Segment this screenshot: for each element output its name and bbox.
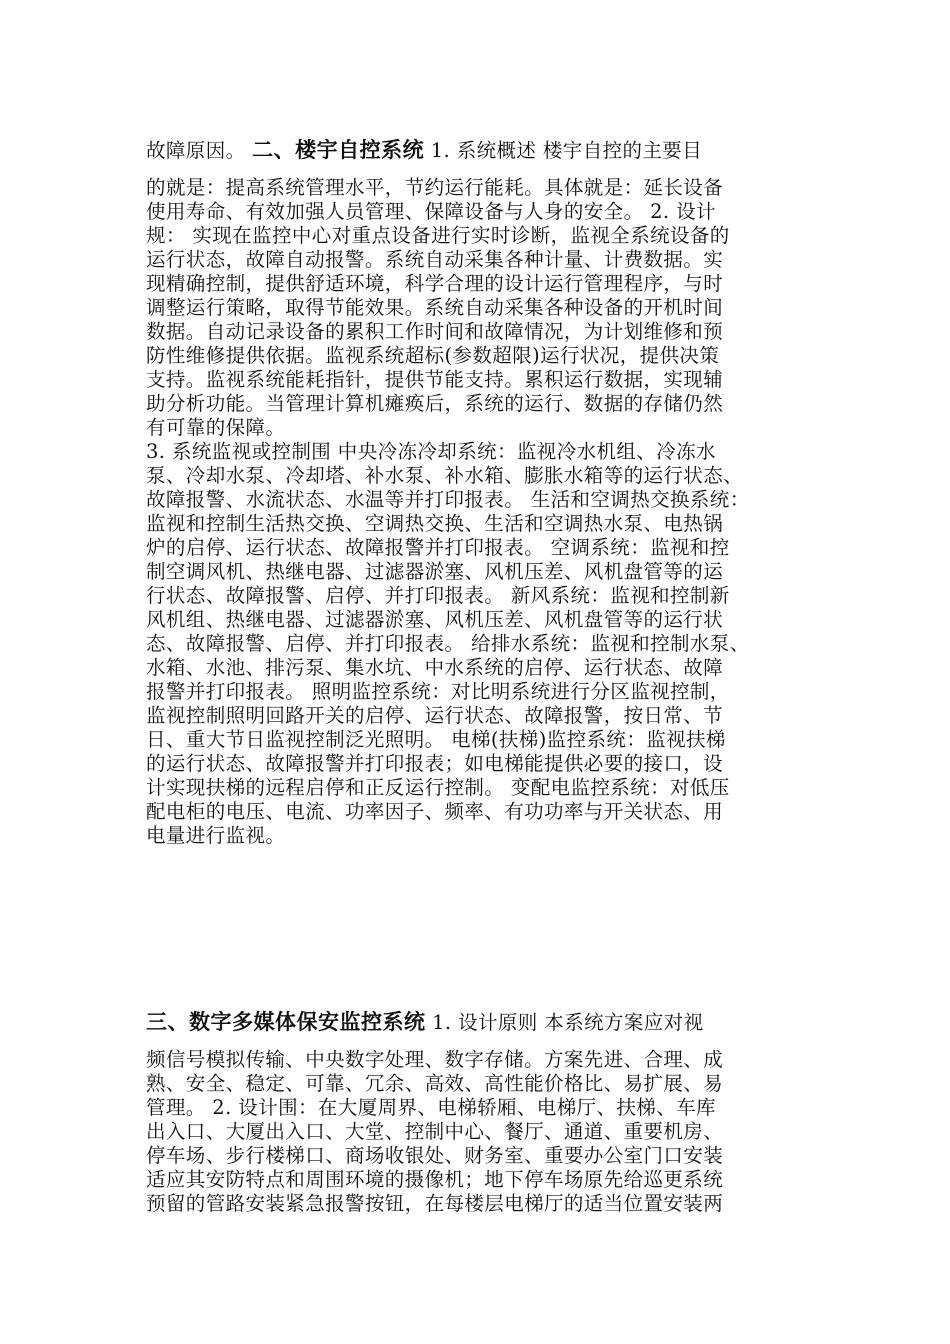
text-line: 态、故障报警、启停、并打印报表。 给排水系统：监视和控制水泵、 [146, 632, 750, 655]
text-line: 故障报警、水流状态、水温等并打印报表。 生活和空调热交换系统： [146, 488, 750, 511]
text-after-heading: 1. 设计原则 本系统方案应对视 [425, 1011, 704, 1034]
text-line: 防性维修提供依据。监视系统超标(参数超限)运行状况，提供决策 [146, 344, 720, 367]
text-line: 出入口、大厦出入口、大堂、控制中心、餐厅、通道、重要机房、 [146, 1120, 724, 1143]
section2-heading: 二、楼宇自控系统 [252, 138, 425, 162]
text-line: 泵、冷却水泵、冷却塔、补水泵、补水箱、膨胀水箱等的运行状态、 [146, 464, 744, 487]
text-line: 有可靠的保障。 [146, 416, 286, 439]
text-line: 使用寿命、有效加强人员管理、保障设备与人身的安全。 2. 设计 [146, 200, 716, 223]
text-line: 监视和控制生活热交换、空调热交换、生活和空调热水泵、电热锅 [146, 512, 724, 535]
text-line: 的就是：提高系统管理水平，节约运行能耗。具体就是：延长设备 [146, 176, 724, 199]
text-line: 现精确控制，提供舒适环境，科学合理的设计运行管理程序，与时 [146, 272, 724, 295]
text-line: 水箱、水池、排污泵、集水坑、中水系统的启停、运行状态、故障 [146, 656, 724, 679]
text-line: 停车场、步行楼梯口、商场收银处、财务室、重要办公室门口安装 [146, 1144, 724, 1167]
text-line: 监视控制照明回路开关的启停、运行状态、故障报警，按日常、节 [146, 704, 724, 727]
text-line: 预留的管路安装紧急报警按钮，在每楼层电梯厅的适当位置安装两 [146, 1192, 724, 1215]
text-line: 支持。监视系统能耗指针，提供节能支持。累积运行数据，实现辅 [146, 368, 724, 391]
text-line: 规： 实现在监控中心对重点设备进行实时诊断，监视全系统设备的 [146, 224, 730, 247]
section3-first-line [146, 1010, 816, 1035]
text-after-heading: 1. 系统概述 楼宇自控的主要目 [424, 139, 703, 162]
text-line: 数据。自动记录设备的累积工作时间和故障情况，为计划维修和预 [146, 320, 724, 343]
text-line: 电量进行监视。 [146, 824, 286, 847]
text-line: 日、重大节日监视控制泛光照明。 电梯(扶梯)监控系统：监视扶梯 [146, 728, 726, 751]
text-line: 报警并打印报表。 照明监控系统：对比明系统进行分区监视控制， [146, 680, 730, 703]
text-line: 运行状态，故障自动报警。系统自动采集各种计量、计费数据。实 [146, 248, 724, 271]
text-line: 频信号模拟传输、中央数字处理、数字存储。方案先进、合理、成 [146, 1048, 724, 1071]
text-line: 制空调风机、热继电器、过滤器淤塞、风机压差、风机盘管等的运 [146, 560, 724, 583]
text-line: 的运行状态、故障报警并打印报表；如电梯能提供必要的接口，设 [146, 752, 724, 775]
section2-first-line [146, 138, 816, 163]
text-before-heading: 故障原因。 [146, 139, 253, 162]
text-line: 配电柜的电压、电流、功率因子、频率、有功功率与开关状态、用 [146, 800, 724, 823]
section3-heading: 三、数字多媒体保安监控系统 [146, 1010, 426, 1034]
text-line: 计实现扶梯的远程启停和正反运行控制。 变配电监控系统：对低压 [146, 776, 730, 799]
text-line: 管理。 2. 设计围：在大厦周界、电梯轿厢、电梯厅、扶梯、车库 [146, 1096, 716, 1119]
text-line: 行状态、故障报警、启停、并打印报表。 新风系统：监视和控制新 [146, 584, 730, 607]
text-line: 风机组、热继电器、过滤器淤塞、风机压差、风机盘管等的运行状 [146, 608, 724, 631]
text-line: 熟、安全、稳定、可靠、冗余、高效、高性能价格比、易扩展、易 [146, 1072, 724, 1095]
text-line: 适应其安防特点和周围环境的摄像机；地下停车场原先给巡更系统 [146, 1168, 724, 1191]
text-line: 炉的启停、运行状态、故障报警并打印报表。 空调系统：监视和控 [146, 536, 730, 559]
text-line: 助分析功能。当管理计算机瘫痪后，系统的运行、数据的存储仍然 [146, 392, 724, 415]
text-line: 3. 系统监视或控制围 中央冷冻冷却系统：监视冷水机组、冷冻水 [146, 440, 716, 463]
text-line: 调整运行策略，取得节能效果。系统自动采集各种设备的开机时间 [146, 296, 724, 319]
